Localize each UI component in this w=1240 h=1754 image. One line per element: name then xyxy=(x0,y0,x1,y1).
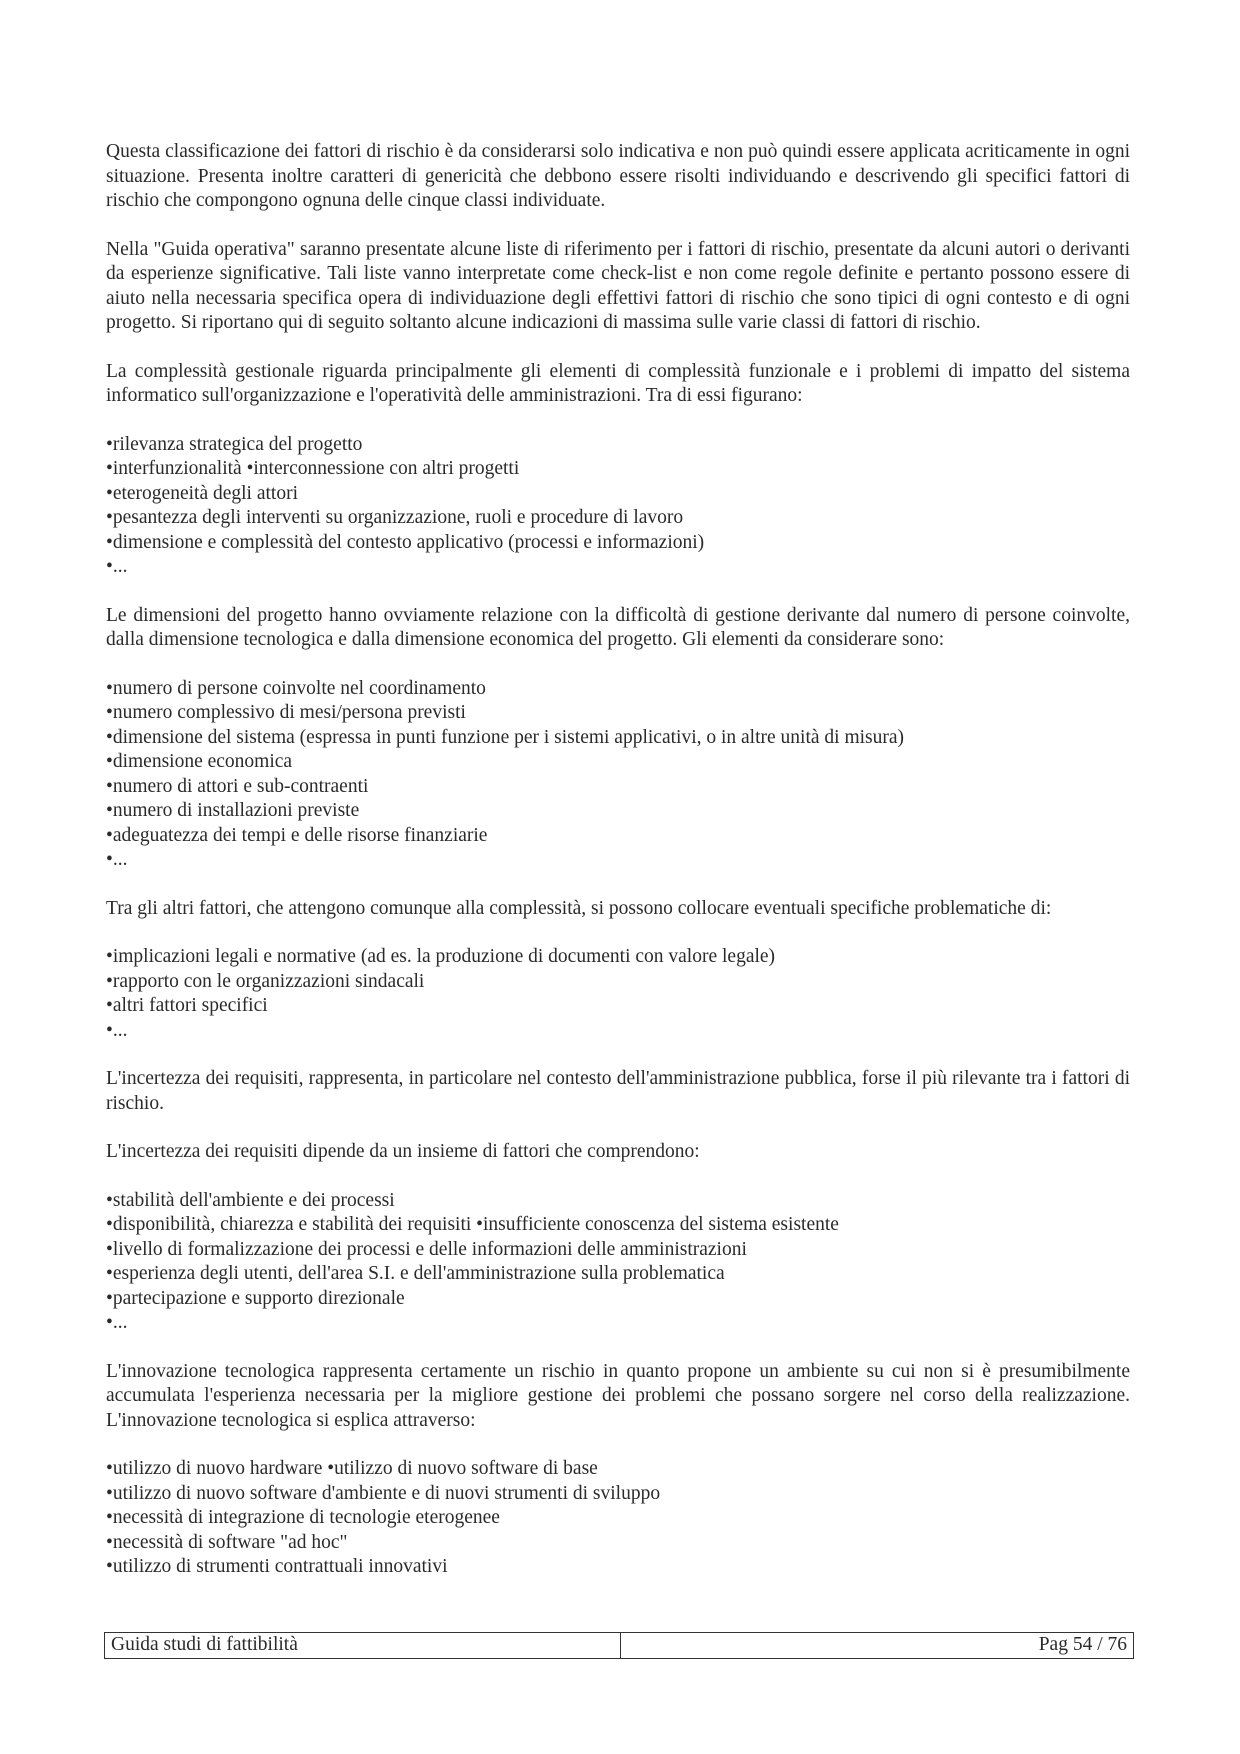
footer-document-title: Guida studi di fattibilità xyxy=(105,1633,621,1658)
page-footer xyxy=(104,1632,1134,1659)
list-item: •adeguatezza dei tempi e delle risorse finanziarie xyxy=(106,824,488,846)
list-item: •utilizzo di nuovo hardware •utilizzo di nuovo software di base xyxy=(106,1458,598,1479)
list-item: •eterogeneità degli attori xyxy=(106,482,298,504)
list-item: •... xyxy=(106,849,128,870)
list-item: •livello di formalizzazione dei processi e delle informazioni delle amministrazioni xyxy=(106,1238,747,1260)
paragraph-classificazione: Questa classificazione dei fattori di rischio è da considerarsi solo indicativa e non può quindi essere applicata acriticamente in ogni situazione. Presenta inoltre caratteri di genericità che debbono essere risolti individuando e descrivendo gli specifici fattori di rischio che compongono ognuna delle cinque classi individuate. xyxy=(106,141,1130,211)
list-item: •utilizzo di nuovo software d'ambiente e di nuovi strumenti di sviluppo xyxy=(106,1482,661,1504)
list-item: •dimensione economica xyxy=(106,751,293,772)
paragraph-innovazione-tecnologica: L'innovazione tecnologica rappresenta certamente un rischio in quanto propone un ambiente su cui non si è presumibilmente accumulata l'esperienza necessaria per la migliore gestione dei problemi che possano sorgere nel corso della realizzazione. L'innovazione tecnologica si esplica attraverso: xyxy=(106,1360,1130,1431)
list-item: •interfunzionalità •interconnessione con altri progetti xyxy=(106,458,520,479)
list-item: •utilizzo di strumenti contrattuali innovativi xyxy=(106,1556,448,1577)
list-item: •implicazioni legali e normative (ad es. la produzione di documenti con valore legale) xyxy=(106,946,776,967)
footer-page-number: Pag 54 / 76 xyxy=(1038,1634,1127,1655)
list-item: •partecipazione e supporto direzionale xyxy=(106,1287,405,1309)
list-item: •dimensione del sistema (espressa in punti funzione per i sistemi applicativi, o in altre unità di misura) xyxy=(106,726,905,748)
list-item: •esperienza degli utenti, dell'area S.I. e dell'amministrazione sulla problematica xyxy=(106,1263,725,1284)
list-requisiti xyxy=(106,1189,1130,1336)
page-body xyxy=(106,140,1130,1604)
list-item: •numero di installazioni previste xyxy=(106,800,360,821)
list-item: •necessità di integrazione di tecnologie eterogenee xyxy=(106,1507,500,1528)
paragraph-incertezza-fattori: L'incertezza dei requisiti dipende da un insieme di fattori che comprendono: xyxy=(106,1141,700,1162)
list-item: •pesantezza degli interventi su organizzazione, ruoli e procedure di lavoro xyxy=(106,507,684,528)
list-item: •numero complessivo di mesi/persona previsti xyxy=(106,702,466,723)
list-innovazione xyxy=(106,1457,1130,1580)
paragraph-complessita-gestionale: La complessità gestionale riguarda principalmente gli elementi di complessità funzionale e i problemi di impatto del sistema informatico sull'organizzazione e l'operatività delle amministrazioni. Tra di essi figurano: xyxy=(106,360,1130,406)
paragraph-altri-fattori: Tra gli altri fattori, che attengono comunque alla complessità, si possono collocare eventuali specifiche problematiche di: xyxy=(106,897,1052,919)
list-altri xyxy=(106,945,1130,1043)
list-item: •numero di attori e sub-contraenti xyxy=(106,775,369,797)
list-item: •disponibilità, chiarezza e stabilità dei requisiti •insufficiente conoscenza del sistema esistente xyxy=(106,1214,839,1235)
list-item: •dimensione e complessità del contesto applicativo (processi e informazioni) xyxy=(106,531,705,553)
list-item: •rapporto con le organizzazioni sindacali xyxy=(106,970,425,992)
paragraph-guida-operativa: Nella "Guida operativa" saranno presentate alcune liste di riferimento per i fattori di rischio, presentate da alcuni autori o derivanti da esperienze significative. Tali liste vanno interpretate come check-list e non come regole definite e pertanto possono essere di aiuto nella necessaria specifica opera di individuazione degli effettivi fattori di rischio che sono tipici di ogni contesto e di ogni progetto. Si riportano qui di seguito soltanto alcune indicazioni di massima sulle varie classi di fattori di rischio. xyxy=(106,238,1130,333)
paragraph-incertezza-requisiti: L'incertezza dei requisiti, rappresenta, in particolare nel contesto dell'amministrazione pubblica, forse il più rilevante tra i fattori di rischio. xyxy=(106,1068,1130,1114)
paragraph-dimensioni-progetto: Le dimensioni del progetto hanno ovviamente relazione con la difficoltà di gestione derivante dal numero di persone coinvolte, dalla dimensione tecnologica e dalla dimensione economica del progetto. Gli elementi da considerare sono: xyxy=(106,604,1130,650)
list-item: •necessità di software "ad hoc" xyxy=(106,1531,348,1553)
list-item: •... xyxy=(106,1019,128,1041)
list-item: •altri fattori specifici xyxy=(106,995,268,1016)
list-item: •numero di persone coinvolte nel coordinamento xyxy=(106,677,486,699)
list-complessita xyxy=(106,433,1130,580)
list-item: •rilevanza strategica del progetto xyxy=(106,433,363,455)
list-item: •... xyxy=(106,1312,128,1333)
list-item: •... xyxy=(106,556,128,577)
list-item: •stabilità dell'ambiente e dei processi xyxy=(106,1189,395,1211)
list-dimensioni xyxy=(106,677,1130,873)
